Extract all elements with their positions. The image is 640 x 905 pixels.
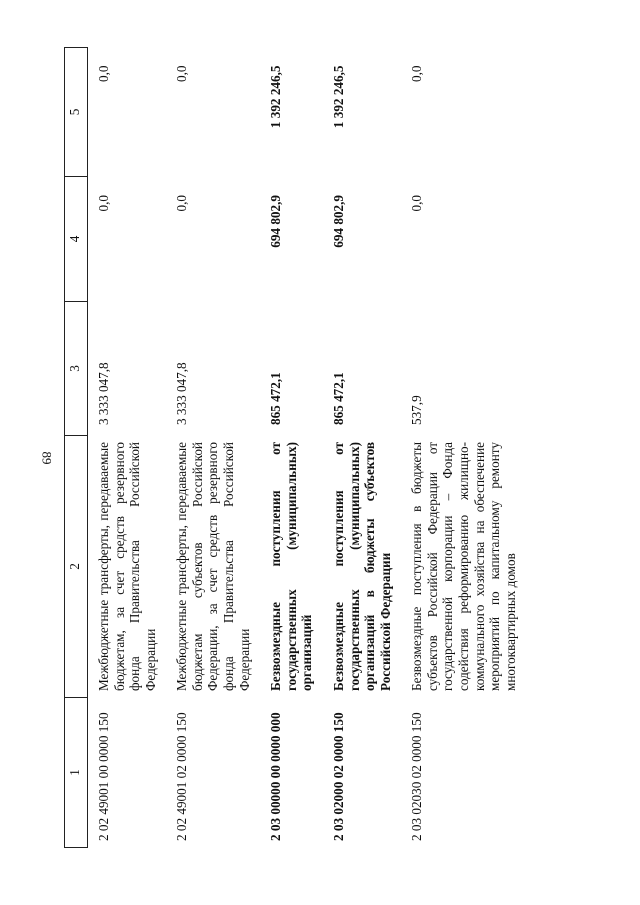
header-col-4: 4 <box>65 177 88 302</box>
row-name: Межбюджетные трансферты, передаваемые бюджетам субъектов Российской Федерации, за счет средств резервного фонда Правительства Российской Федерации <box>174 442 252 691</box>
header-row <box>65 48 88 848</box>
row-value-col3: 865 472,1 <box>268 372 284 425</box>
row-value-col3: 3 333 047,8 <box>96 362 111 425</box>
rotated-table-container <box>64 48 619 848</box>
table-row <box>88 48 167 848</box>
header-col-3: 3 <box>65 302 88 436</box>
table-row <box>166 48 260 848</box>
row-value-col5: 0,0 <box>96 65 111 82</box>
table-row <box>323 48 401 848</box>
row-value-col5: 0,0 <box>409 65 425 82</box>
row-code: 2 02 49001 00 0000 150 <box>96 712 111 841</box>
row-value-col5: 1 392 246,5 <box>268 65 284 129</box>
row-name: Межбюджетные трансферты, передаваемые бюджетам, за счет средств резервного фонда Правительства Российской Федерации <box>96 442 158 691</box>
table-row <box>260 48 323 848</box>
header-col-5: 5 <box>65 48 88 177</box>
row-value-col3: 3 333 047,8 <box>174 362 190 425</box>
row-name: Безвозмездные поступления от государственных (муниципальных) организаций в бюджеты субъектов Российской Федерации <box>330 442 393 691</box>
row-code: 2 03 00000 00 0000 000 <box>268 712 284 841</box>
header-col-1: 1 <box>65 698 88 848</box>
row-value-col5: 1 392 246,5 <box>330 65 346 129</box>
row-value-col4: 0,0 <box>409 195 425 212</box>
row-name: Безвозмездные поступления в бюджеты субъектов Российской Федерации от государственной корпорации – Фонда содействия реформированию жилищно-коммунального хозяйства на обеспечение мероприятий по капитальному ремонту многоквартирных домов <box>409 442 518 691</box>
row-code: 2 03 02000 02 0000 150 <box>330 712 346 841</box>
row-value-col4: 0,0 <box>96 195 111 212</box>
row-code: 2 03 02030 02 0000 150 <box>409 712 425 841</box>
row-value-col4: 694 802,9 <box>330 195 346 248</box>
row-name: Безвозмездные поступления от государственных (муниципальных) организаций <box>268 442 315 691</box>
row-value-col4: 694 802,9 <box>268 195 284 248</box>
table-row <box>401 48 526 848</box>
header-col-2: 2 <box>65 436 88 698</box>
row-code: 2 02 49001 02 0000 150 <box>174 712 190 841</box>
row-value-col4: 0,0 <box>174 195 190 212</box>
row-value-col3: 865 472,1 <box>330 372 346 425</box>
row-value-col5: 0,0 <box>174 65 190 82</box>
row-value-col3: 537,9 <box>409 395 425 425</box>
page-number: 89 <box>39 451 55 465</box>
revenue-table <box>64 47 526 848</box>
